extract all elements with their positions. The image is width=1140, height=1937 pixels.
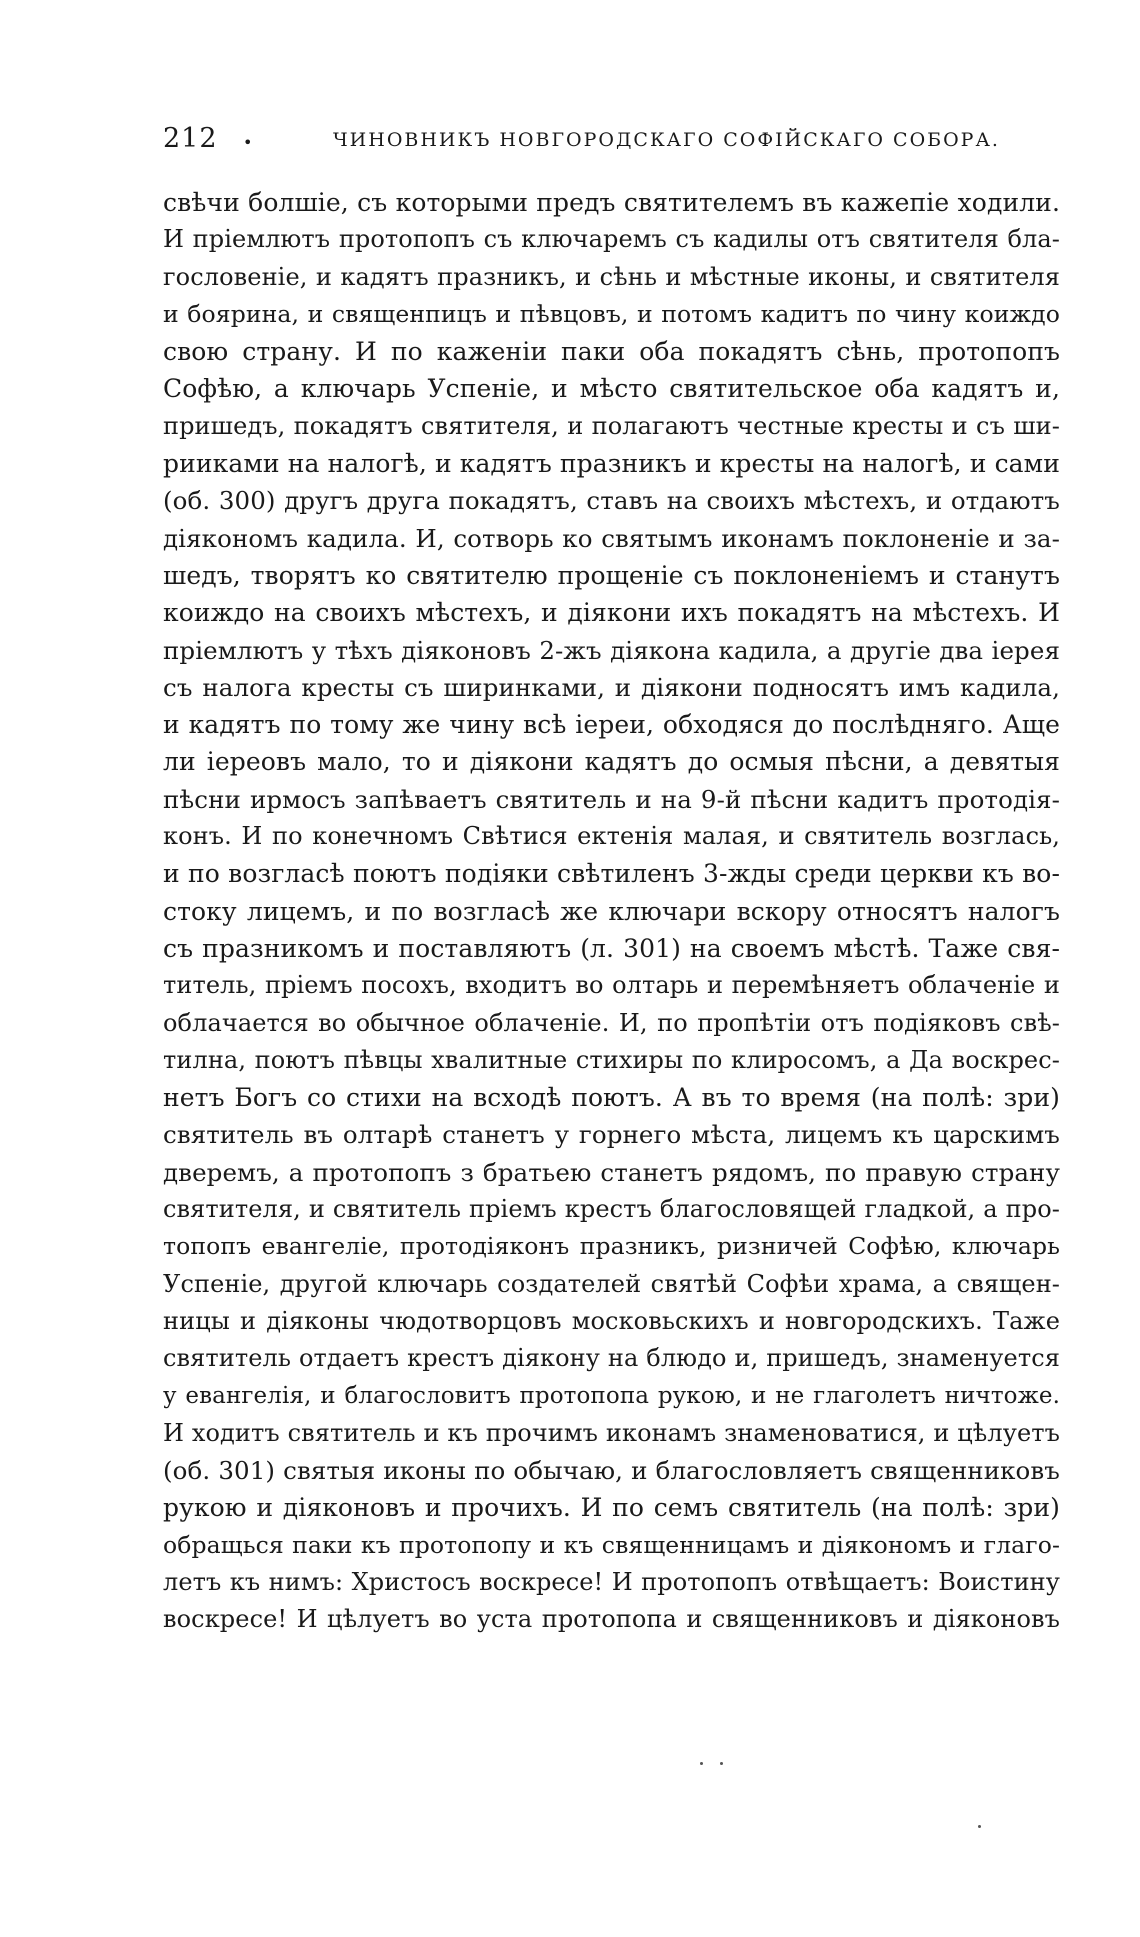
text-line: святителя, и святитель пріемъ крестъ благословящей гладкой, а про- xyxy=(163,1195,1060,1224)
text-line: святитель въ олтарѣ станетъ у горнего мѣста, лицемъ къ царскимъ xyxy=(163,1120,1060,1150)
text-line: рукою и діяконовъ и прочихъ. И по семъ святитель (на полѣ: зри) xyxy=(163,1493,1060,1523)
text-line: святитель отдаетъ крестъ діякону на блюдо и, пришедъ, знаменуется xyxy=(163,1344,1060,1373)
running-title: ЧИНОВНИКЪ НОВГОРОДСКАГО СОФІЙСКАГО СОБОРА. xyxy=(333,129,1000,151)
text-line: пришедъ, покадятъ святителя, и полагаютъ честные кресты и съ ши- xyxy=(163,411,1060,440)
header-ornament: • xyxy=(243,133,253,152)
page-header xyxy=(163,123,1060,163)
text-line: пріемлютъ у тѣхъ діяконовъ 2-жъ діякона кадила, а другіе два іерея xyxy=(163,635,1060,665)
text-line: пѣсни ирмосъ запѣваетъ святитель и на 9-й пѣсни кадитъ протодія- xyxy=(163,784,1060,814)
scan-speck xyxy=(978,1825,981,1828)
text-line: ницы и діяконы чюдотворцовъ московьскихъ и новгородскихъ. Таже xyxy=(163,1306,1060,1335)
text-line: воскресе! И цѣлуетъ во уста протопопа и священниковъ и діяконовъ xyxy=(163,1605,1060,1634)
text-line: облачается во обычное облаченіе. И, по пропѣтіи отъ подіяковъ свѣ- xyxy=(163,1008,1060,1037)
text-line: съ налога кресты съ ширинками, и діякони подносятъ имъ кадила, xyxy=(163,672,1060,702)
text-line: и по возгласѣ поютъ подіяки свѣтиленъ 3-жды среди церкви къ во- xyxy=(163,859,1060,889)
text-line: свою страну. И по каженіи паки оба покадятъ сѣнь, протопопъ xyxy=(163,337,1060,367)
text-line: топопъ евангеліе, протодіяконъ празникъ, ризничей Софѣю, ключарь xyxy=(163,1232,1060,1261)
text-line: обращься паки къ протопопу и къ священницамъ и діякономъ и глаго- xyxy=(163,1530,1060,1559)
page-number: 212 xyxy=(163,123,218,154)
text-line: титель, пріемъ посохъ, входитъ во олтарь и перемѣняетъ облаченіе и xyxy=(163,971,1060,1000)
text-line: шедъ, творятъ ко святителю прощеніе съ поклоненіемъ и станутъ xyxy=(163,560,1060,590)
text-line: нетъ Богъ со стихи на всходѣ поютъ. А въ то время (на полѣ: зри) xyxy=(163,1083,1060,1113)
text-line: (об. 300) другъ друга покадятъ, ставъ на своихъ мѣстехъ, и отдаютъ xyxy=(163,486,1060,516)
text-line: съ празникомъ и поставляютъ (л. 301) на своемъ мѣстѣ. Таже свя- xyxy=(163,933,1060,963)
text-line: и кадятъ по тому же чину всѣ іереи, обходяся до послѣдняго. Аще xyxy=(163,710,1060,740)
text-line: коиждо на своихъ мѣстехъ, и діякони ихъ покадятъ на мѣстехъ. И xyxy=(163,598,1060,628)
text-line: дверемъ, а протопопъ з братьею станетъ рядомъ, по правую страну xyxy=(163,1157,1060,1187)
text-line: рииками на налогѣ, и кадятъ празникъ и кресты на налогѣ, и сами xyxy=(163,449,1060,479)
scan-speck xyxy=(700,1762,703,1765)
text-line: гословеніе, и кадятъ празникъ, и сѣнь и мѣстные иконы, и святителя xyxy=(163,262,1060,291)
text-line: (об. 301) святыя иконы по обычаю, и благословляетъ священниковъ xyxy=(163,1456,1060,1486)
scan-speck xyxy=(720,1762,723,1765)
text-line: конъ. И по конечномъ Свѣтися ектенія малая, и святитель возглась, xyxy=(163,822,1060,851)
text-line: свѣчи болшіе, съ которыми предъ святителемъ въ кажепіе ходили. xyxy=(163,188,1060,217)
text-line: Успеніе, другой ключарь создателей святѣй Софѣи храма, а священ- xyxy=(163,1269,1060,1298)
body-text xyxy=(163,184,1060,1639)
text-line: Софѣю, а ключарь Успеніе, и мѣсто святительское оба кадятъ и, xyxy=(163,374,1060,404)
text-line: И ходитъ святитель и къ прочимъ иконамъ знаменоватися, и цѣлуетъ xyxy=(163,1418,1060,1447)
text-line: стоку лицемъ, и по возгласѣ же ключари вскору относятъ налогъ xyxy=(163,896,1060,926)
text-line: діякономъ кадила. И, сотворь ко святымъ иконамъ поклоненіе и за- xyxy=(163,523,1060,553)
text-line: у евангелія, и благословитъ протопопа рукою, и не глаголетъ ничтоже. xyxy=(163,1382,1060,1409)
text-line: И пріемлютъ протопопъ съ ключаремъ съ кадилы отъ святителя бла- xyxy=(163,225,1060,254)
text-line: и боярина, и священпицъ и пѣвцовъ, и потомъ кадитъ по чину коиждо xyxy=(163,299,1060,328)
text-line: ли іереовъ мало, то и діякони кадятъ до осмыя пѣсни, а девятыя xyxy=(163,747,1060,777)
text-line: тилна, поютъ пѣвцы хвалитные стихиры по клиросомъ, а Да воскрес- xyxy=(163,1045,1060,1074)
text-line: летъ къ нимъ: Христосъ воскресе! И протопопъ отвѣщаетъ: Воистину xyxy=(163,1567,1060,1596)
